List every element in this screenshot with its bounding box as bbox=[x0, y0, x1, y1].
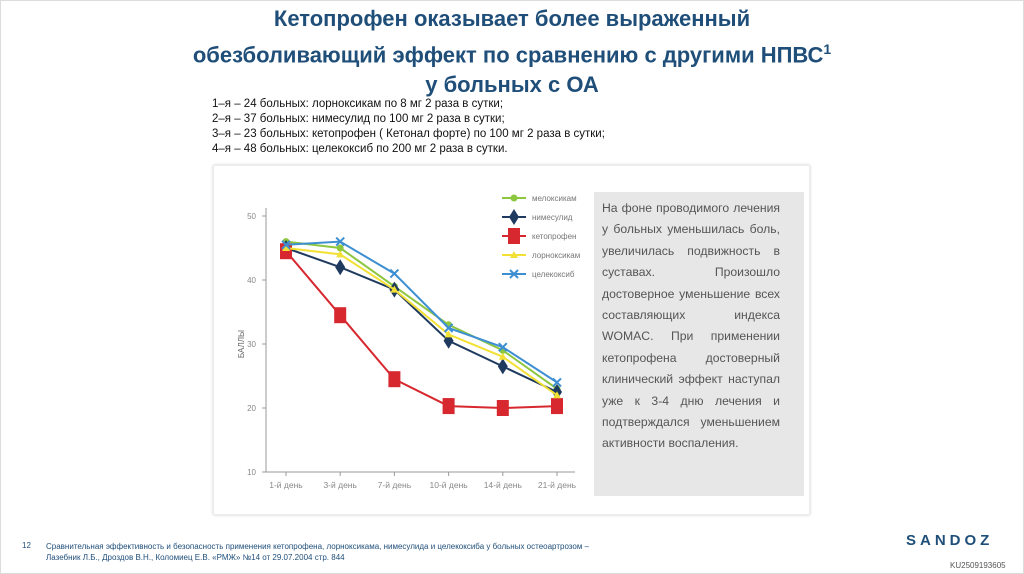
patient-groups bbox=[212, 97, 605, 157]
group-line: 4–я – 48 больных: целекоксиб по 200 мг 2 раза в сутки. bbox=[212, 143, 508, 155]
x-tick-label: 10-й день bbox=[429, 480, 468, 490]
x-tick-label: 3-й день bbox=[323, 480, 357, 490]
legend-label: мелоксикам bbox=[532, 194, 577, 203]
x-tick-label: 1-й день bbox=[269, 480, 303, 490]
x-tick-label: 21-й день bbox=[537, 480, 577, 490]
data-point-кетопрофен bbox=[334, 307, 346, 323]
y-tick-label: 50 bbox=[247, 212, 256, 221]
legend-label: целекоксиб bbox=[532, 270, 575, 279]
data-point-кетопрофен bbox=[497, 400, 509, 416]
legend-label: лорноксикам bbox=[532, 251, 581, 260]
legend-label: кетопрофен bbox=[532, 232, 577, 241]
summary-box bbox=[594, 192, 804, 496]
title-footnote-mark: 1 bbox=[823, 41, 832, 57]
x-tick-label: 7-й день bbox=[377, 480, 412, 490]
x-tick-label: 14-й день bbox=[483, 480, 522, 490]
y-tick-label: 40 bbox=[247, 276, 256, 285]
reference-citation: Сравнительная эффективность и безопасность применения кетопрофена, лорноксикама, нимесулида и целекоксиба у больных остеоартрозом – Лазебник Л.Б., Дроздов В.Н., Коломиец Е.В. «РМЖ» №14 от 29.07.2004 стр. 844 bbox=[46, 542, 589, 562]
title-line-2-text: обезболивающий эффект по сравнению с другими НПВС bbox=[192, 42, 824, 68]
legend-marker bbox=[508, 228, 520, 244]
legend-marker bbox=[511, 195, 518, 202]
data-point-кетопрофен bbox=[551, 398, 563, 414]
group-line: 3–я – 23 больных: кетопрофен ( Кетонал форте) по 100 мг 2 раза в сутки; bbox=[212, 128, 605, 140]
group-line: 2–я – 37 больных: нимесулид по 100 мг 2 раза в сутки; bbox=[212, 113, 505, 125]
page-number: 12 bbox=[22, 541, 31, 550]
data-point-нимесулид bbox=[498, 358, 508, 374]
legend-marker bbox=[509, 209, 519, 225]
y-tick-label: 20 bbox=[247, 404, 256, 413]
y-tick-label: 30 bbox=[247, 340, 256, 349]
data-point-целекоксиб bbox=[390, 270, 398, 278]
legend-label: нимесулид bbox=[532, 213, 573, 222]
title-line-2 bbox=[100, 34, 924, 70]
title-line-1: Кетопрофен оказывает более выраженный bbox=[273, 6, 751, 31]
title-line-3: у больных с ОА bbox=[425, 72, 599, 98]
chart-panel bbox=[213, 165, 810, 515]
group-line: 1–я – 24 больных: лорноксикам по 8 мг 2 раза в сутки; bbox=[212, 98, 504, 110]
data-point-нимесулид bbox=[335, 259, 345, 275]
sandoz-logo: SANDOZ bbox=[906, 532, 994, 549]
slide-title bbox=[100, 4, 924, 100]
summary-text: На фоне проводимого лечения у больных уменьшилась боль, увеличилась подвижность в суставах. Произошло достоверное уменьшение всех составляющих индекса WOMAC. При применении кетопрофена достоверный клинический эффект наступал уже к 3-4 дню лечения и подтверждался уменьшением активности воспаления. bbox=[602, 201, 780, 451]
y-tick-label: 10 bbox=[247, 468, 256, 477]
series-line-нимесулид bbox=[286, 248, 557, 392]
document-code: KU2509193605 bbox=[950, 561, 1006, 570]
data-point-кетопрофен bbox=[443, 398, 455, 414]
y-axis-label: БАЛЛЫ bbox=[237, 329, 246, 359]
data-point-кетопрофен bbox=[388, 371, 400, 387]
